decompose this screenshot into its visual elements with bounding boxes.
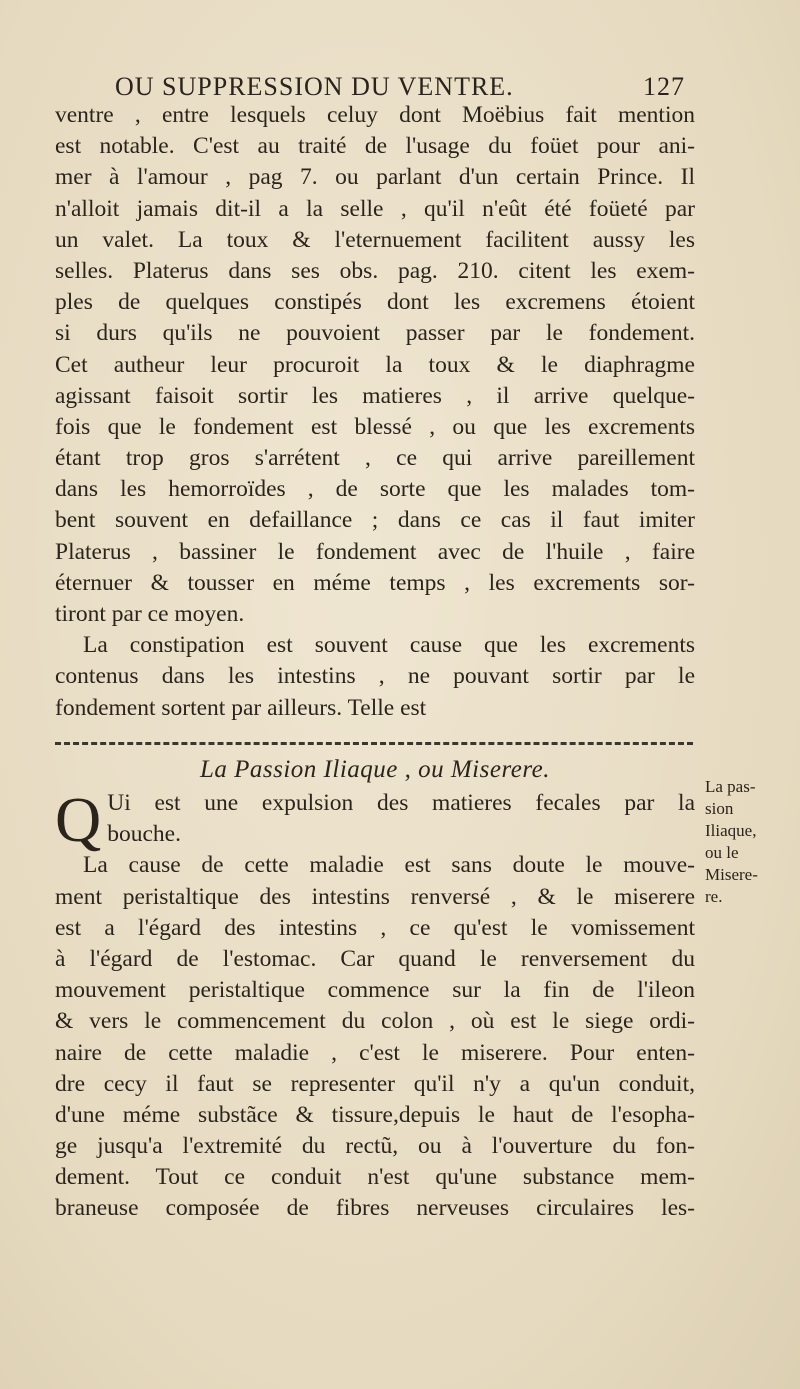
margin-note-line: Misere- — [705, 865, 758, 884]
section-text — [55, 784, 695, 1225]
text-line: Ui est une expulsion des matieres fecales par la — [107, 790, 695, 816]
text-line: bouche. — [107, 821, 181, 848]
text-line: contenus dans les intestins , ne pouvant sortir par le — [55, 663, 695, 690]
text-line: naire de cette maladie , c'est le miserere. Pour enten- — [55, 1039, 695, 1066]
text-line: ge jusqu'a l'extremité du rectũ, ou à l'ouverture du fon- — [55, 1133, 695, 1160]
text-line: mouvement peristaltique commence sur la fin de l'ileon — [55, 977, 695, 1004]
text-line: ment peristaltique des intestins renversé , & le miserere — [55, 883, 695, 910]
text-line: est notable. C'est au traité de l'usage du foüet pour ani- — [55, 133, 695, 160]
text-line: & vers le commencement du colon , où est le siege ordi- — [55, 1008, 695, 1035]
text-line: La constipation est souvent cause que les excrements — [83, 632, 695, 659]
text-line: braneuse composée de fibres nerveuses circulaires les- — [55, 1195, 695, 1222]
text-line: à l'égard de l'estomac. Car quand le renversement du — [55, 945, 695, 972]
page-number: 127 — [643, 72, 685, 101]
text-line: fondement sortent par ailleurs. Telle est — [55, 694, 427, 721]
margin-note-line: re. — [705, 887, 723, 906]
section-title: La Passion Iliaque , ou Miserere. — [199, 756, 551, 783]
drop-cap: Q — [55, 784, 102, 855]
margin-note-line: La pas- — [705, 777, 756, 796]
text-line: n'alloit jamais dit-il a la selle , qu'il n'eût été foüeté par — [55, 195, 695, 222]
text-line: dans les hemorroïdes , de sorte que les malades tom- — [55, 476, 695, 503]
text-line: La cause de cette maladie est sans doute le mouve- — [83, 852, 695, 879]
text-line: mer à l'amour , pag 7. ou parlant d'un certain Prince. Il — [55, 164, 695, 191]
text-line: fois que le fondement est blessé , ou que les excrements — [55, 413, 695, 440]
text-line: est a l'égard des intestins , ce qu'est le vomissement — [55, 914, 695, 941]
text-line: d'une méme substãce & tissure,depuis le haut de l'esopha- — [55, 1101, 695, 1128]
running-title: OU SUPPRESSION DU VENTRE. — [115, 72, 514, 101]
text-line: ventre , entre lesquels celuy dont Moëbius fait mention — [55, 102, 695, 128]
text-line: Cet autheur leur procuroit la toux & le diaphragme — [55, 351, 695, 378]
section-separator — [55, 742, 693, 749]
text-line: si durs qu'ils ne pouvoient passer par le fondement. — [55, 320, 695, 347]
text-line: Platerus , bassiner le fondement avec de l'huile , faire — [55, 538, 695, 565]
text-line: ples de quelques constipés dont les excremens étoient — [55, 289, 695, 316]
main-text — [55, 100, 695, 724]
margin-note — [705, 776, 795, 908]
text-line: bent souvent en defaillance ; dans ce cas il faut imiter — [55, 507, 695, 534]
text-line: tiront par ce moyen. — [55, 601, 245, 627]
text-line: un valet. La toux & l'eternuement facilitent aussy les — [55, 226, 695, 253]
margin-note-line: ou le — [705, 843, 739, 862]
text-line: éternuer & tousser en méme temps , les excrements sor- — [55, 569, 695, 596]
text-line: dre cecy il faut se representer qu'il n'y a qu'un conduit, — [55, 1070, 695, 1097]
text-line: selles. Platerus dans ses obs. pag. 210. citent les exem- — [55, 257, 695, 284]
margin-note-line: sion — [705, 799, 734, 818]
margin-note-line: Iliaque, — [705, 821, 757, 840]
text-line: agissant faisoit sortir les matieres , il arrive quelque- — [55, 382, 695, 409]
text-line: dement. Tout ce conduit n'est qu'une substance mem- — [55, 1164, 695, 1191]
text-line: étant trop gros s'arrétent , ce qui arrive pareillement — [55, 445, 695, 472]
